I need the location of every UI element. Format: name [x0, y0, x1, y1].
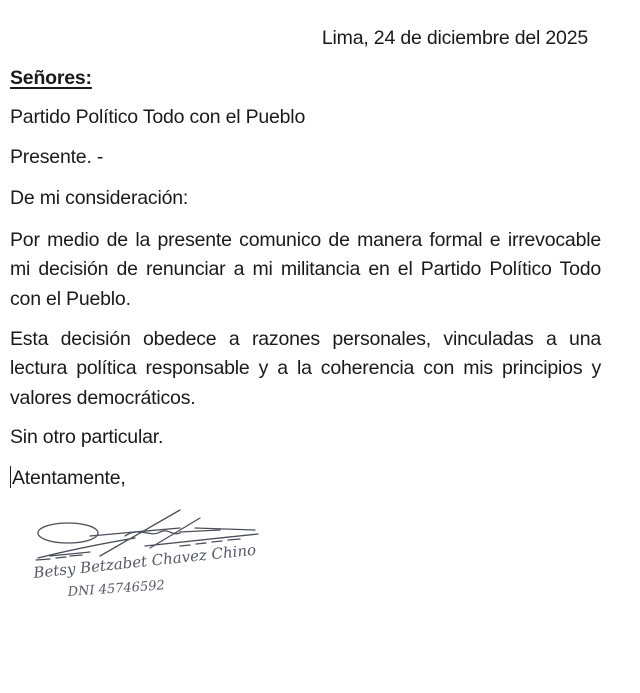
signature-id: DNI 45746592	[67, 578, 166, 600]
greeting-line: De mi consideración:	[10, 187, 189, 209]
presente-line: Presente. -	[10, 146, 104, 168]
sign-off-line[interactable]	[10, 466, 126, 490]
handwritten-signature	[30, 508, 280, 603]
closing-line: Sin otro particular.	[10, 426, 164, 448]
body-paragraph-2: Esta decisión obedece a razones personales, vinculadas a una lectura política responsable y a la coherencia con mis principios y valores democráticos.	[10, 328, 601, 409]
sign-off-text: Atentamente,	[12, 467, 126, 489]
body-paragraph-1: Por medio de la presente comunico de manera formal e irrevocable mi decisión de renunciar a mi militancia en el Partido Político Todo con el Pueblo.	[10, 229, 601, 310]
salutation: Señores:	[10, 67, 92, 89]
recipient-line: Partido Político Todo con el Pueblo	[10, 106, 306, 128]
signature-name: Betsy Betzabet Chavez Chino	[32, 540, 257, 582]
text-cursor	[10, 466, 11, 488]
date-line: Lima, 24 de diciembre del 2025	[321, 27, 588, 49]
